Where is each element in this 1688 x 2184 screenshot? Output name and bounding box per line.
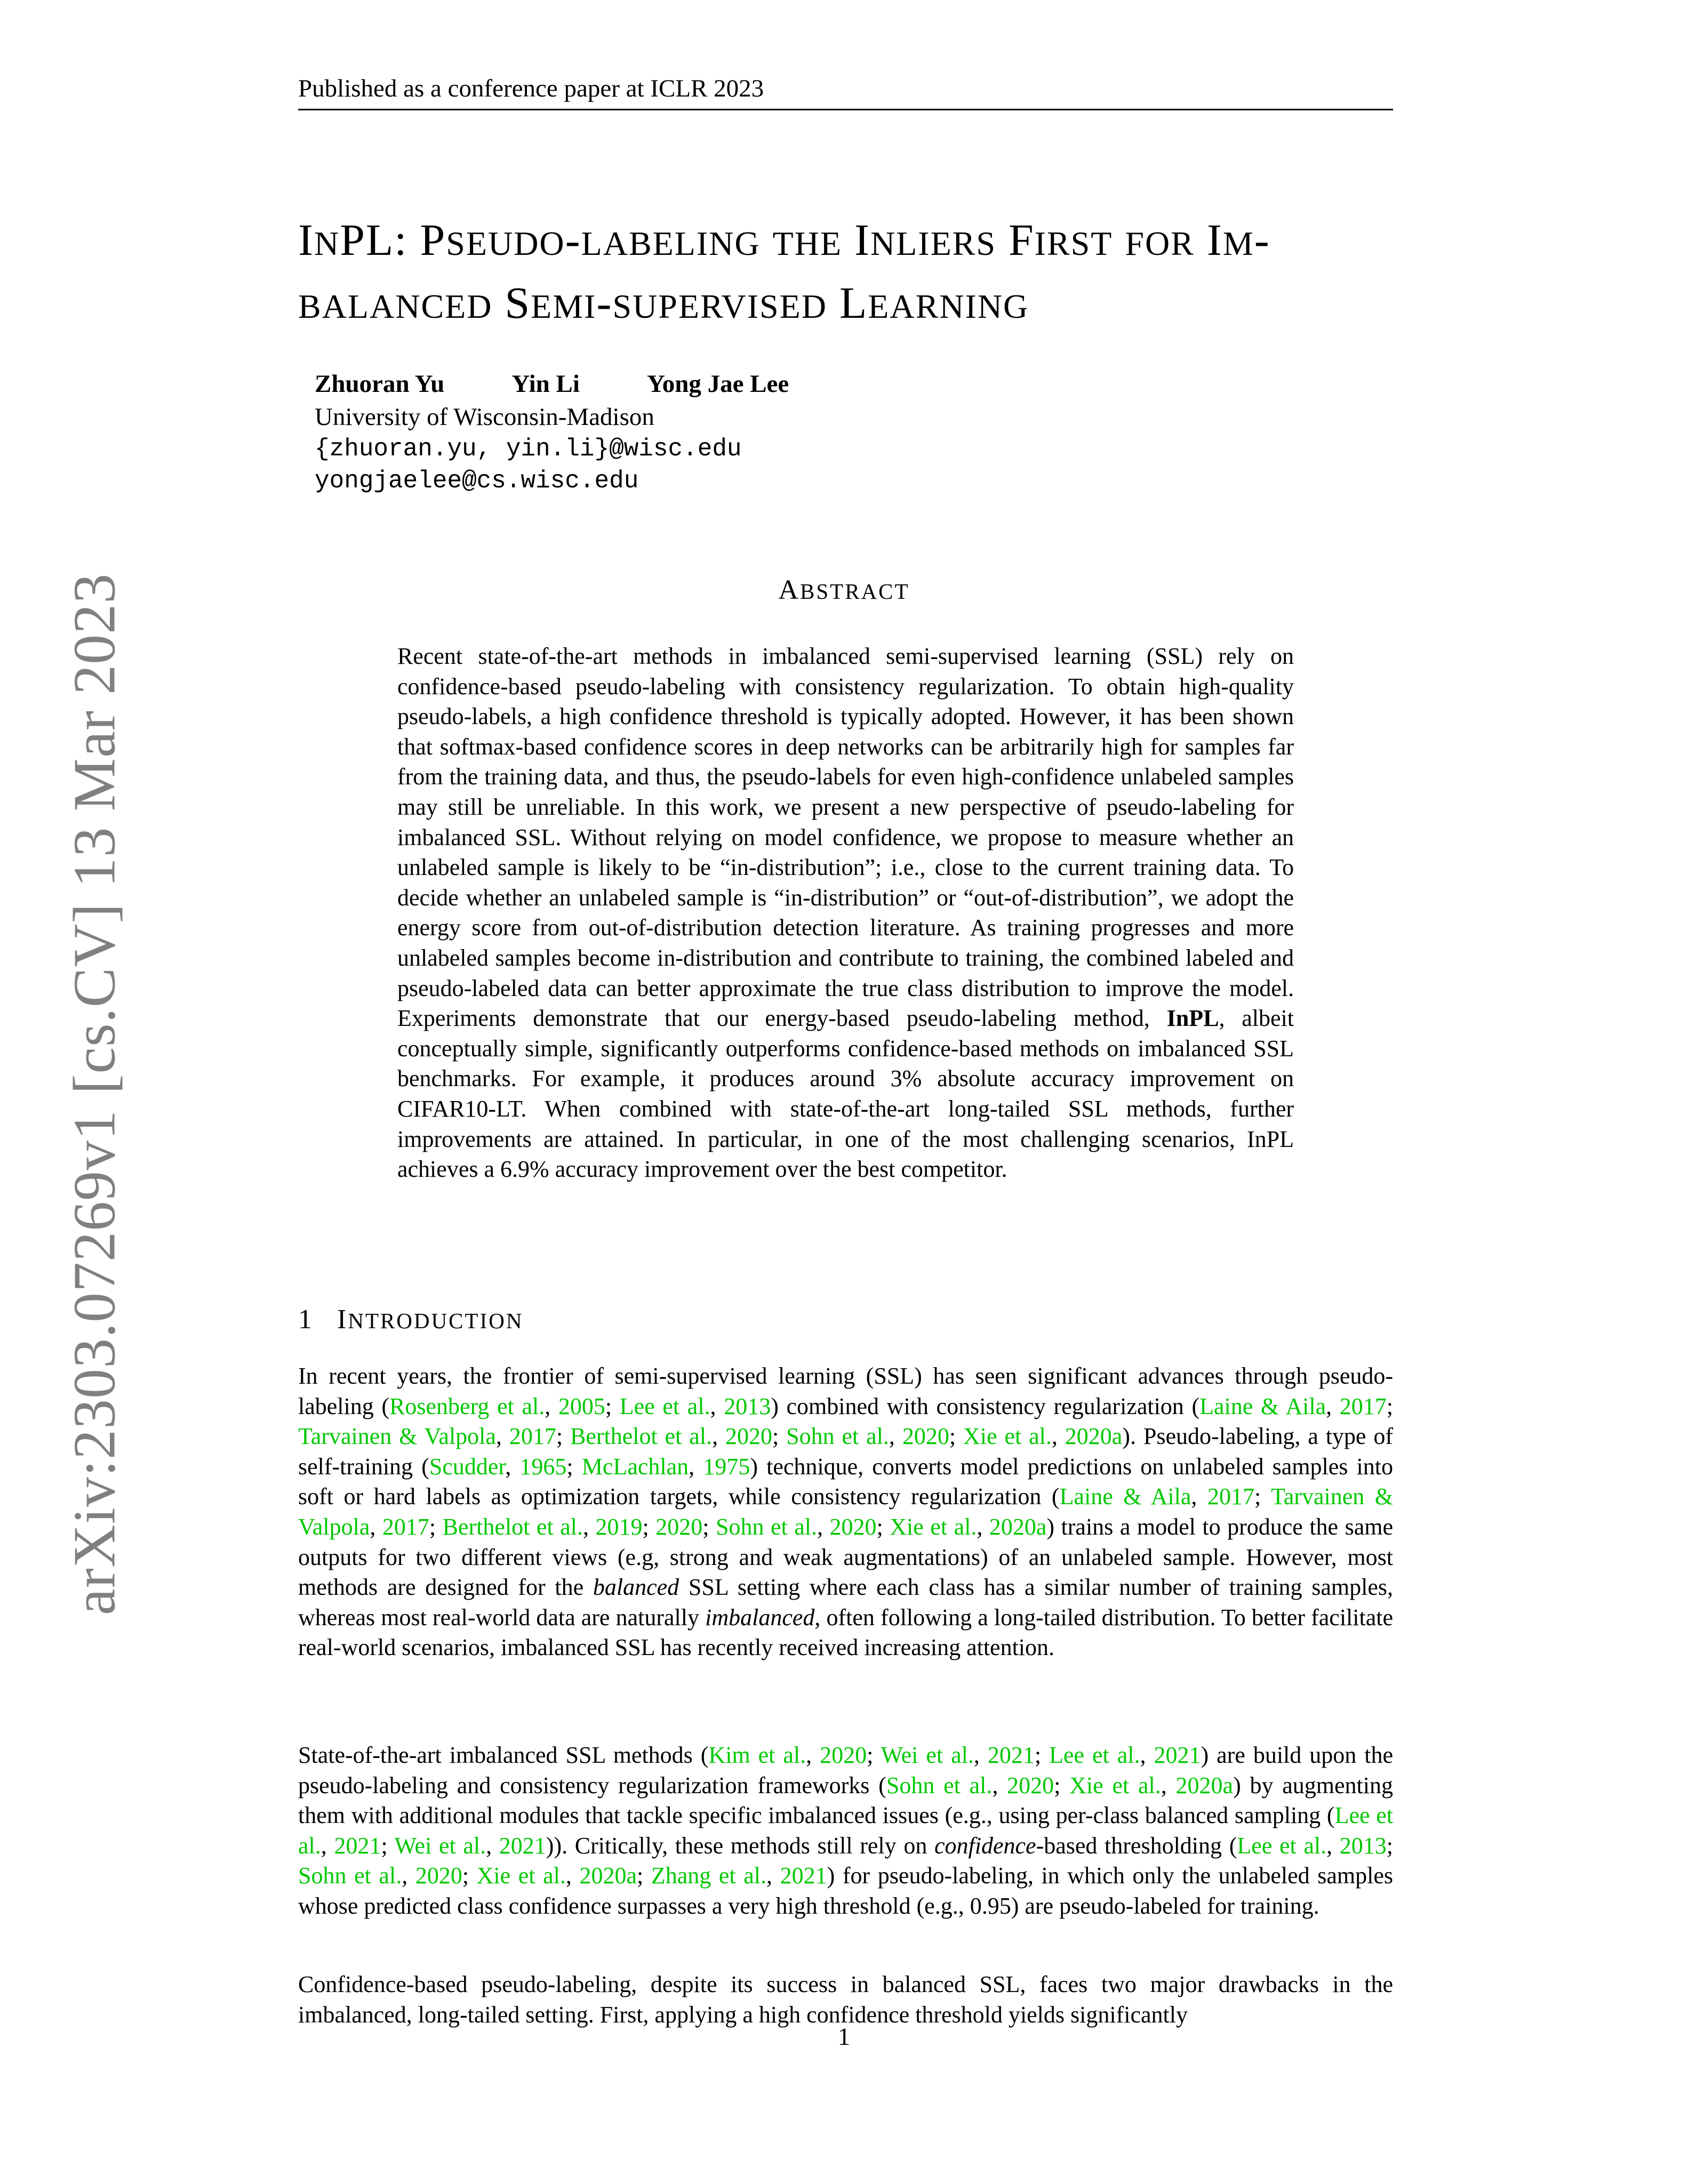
citation-link[interactable]: Zhang et al.: [651, 1862, 767, 1889]
citation-link[interactable]: 2021: [334, 1832, 381, 1859]
abstract-part: , albeit conceptually simple, significantly outperforms confidence-based methods on imbalanced SSL benchmarks. For example, it produces around 3% absolute accuracy improvement on CIFAR10-LT. When combined with state-of-the-art long-tailed SSL methods, further improvements are attained. In particular, in one of the most challenging scenarios, InPL achieves a 6.9% accuracy improvement over the best competitor.: [397, 1005, 1294, 1183]
abstract-text: [397, 641, 1294, 1185]
citation-link[interactable]: Wei et al.: [394, 1832, 486, 1859]
citation-link[interactable]: McLachlan: [581, 1453, 689, 1480]
citation-link[interactable]: 2020a: [579, 1862, 637, 1889]
intro-paragraph: State-of-the-art imbalanced SSL methods (Kim et al., 2020; Wei et al., 2021; Lee et al., 2021) are build upon the pseudo-labeling and consistency regularization frameworks (Sohn et al., 2020; Xie et al., 2020a) by augmenting them with additional modules that tackle specific imbalanced issues (e.g., using per-class balanced sampling (Lee et al., 2021; Wei et al., 2021)). Critically, these methods still rely on confidence-based thresholding (Lee et al., 2013; Sohn et al., 2020; Xie et al., 2020a; Zhang et al., 2021) for pseudo-labeling, in which only the unlabeled samples whose predicted class confidence surpasses a very high threshold (e.g., 0.95) are pseudo-labeled for training.: [298, 1742, 1394, 1919]
title-line-1: INPL: PSEUDO-LABELING THE INLIERS FIRST FOR IM-: [298, 215, 1270, 265]
citation-link[interactable]: 2020: [902, 1423, 949, 1450]
citation-link[interactable]: Xie et al.: [963, 1423, 1052, 1450]
citation-link[interactable]: Sohn et al.: [298, 1862, 402, 1889]
author-name: Yong Jae Lee: [646, 370, 789, 398]
running-head: Published as a conference paper at ICLR 2023: [298, 73, 1393, 110]
citation-link[interactable]: 2020: [1007, 1772, 1054, 1798]
citation-link[interactable]: Lee et al.: [1049, 1742, 1140, 1768]
citation-link[interactable]: Laine & Aila: [1059, 1483, 1191, 1510]
section-number: 1: [298, 1304, 314, 1335]
citation-link[interactable]: 2020a: [989, 1513, 1047, 1540]
author-name: Yin Li: [511, 370, 580, 398]
citation-link[interactable]: Berthelot et al.: [570, 1423, 713, 1450]
affiliation: University of Wisconsin-Madison: [315, 403, 654, 431]
citation-link[interactable]: 2013: [1339, 1832, 1387, 1859]
citation-link[interactable]: Lee et al.: [619, 1393, 710, 1419]
citation-link[interactable]: Sohn et al.: [786, 1423, 889, 1450]
citation-link[interactable]: 1965: [519, 1453, 567, 1480]
citation-link[interactable]: 2017: [1207, 1483, 1254, 1510]
citation-link[interactable]: 2021: [499, 1832, 546, 1859]
intro-paragraph: In recent years, the frontier of semi-supervised learning (SSL) has seen significant advances through pseudo-labeling (Rosenberg et al., 2005; Lee et al., 2013) combined with consistency regularization (Laine & Aila, 2017; Tarvainen & Valpola, 2017; Berthelot et al., 2020; Sohn et al., 2020; Xie et al., 2020a). Pseudo-labeling, a type of self-training (Scudder, 1965; McLachlan, 1975) technique, converts model predictions on unlabeled samples into soft or hard labels as optimization targets, while consistency regularization (Laine & Aila, 2017; Tarvainen & Valpola, 2017; Berthelot et al., 2019; 2020; Sohn et al., 2020; Xie et al., 2020a) trains a model to produce the same outputs for two different views (e.g, strong and weak augmentations) of an unlabeled sample. However, most methods are designed for the balanced SSL setting where each class has a similar number of training samples, whereas most real-world data are naturally imbalanced, often following a long-tailed distribution. To better facilitate real-world scenarios, imbalanced SSL has recently received increasing attention.: [298, 1363, 1394, 1661]
citation-link[interactable]: Tarvainen & Valpola: [298, 1483, 1394, 1540]
citation-link[interactable]: 2021: [987, 1742, 1035, 1768]
citation-link[interactable]: 2019: [595, 1513, 643, 1540]
emphasis: balanced: [593, 1574, 679, 1601]
citation-link[interactable]: Xie et al.: [476, 1862, 566, 1889]
citation-link[interactable]: 2013: [724, 1393, 771, 1419]
citation-link[interactable]: Xie et al.: [1069, 1772, 1161, 1798]
method-name: InPL: [1166, 1005, 1219, 1032]
section-title: INTRODUCTION: [337, 1304, 524, 1335]
page-number: 1: [837, 2023, 851, 2051]
arxiv-stamp: arXiv:2303.07269v1 [cs.CV] 13 Mar 2023: [61, 573, 128, 1616]
citation-link[interactable]: Wei et al.: [881, 1742, 974, 1768]
citation-link[interactable]: 2017: [509, 1423, 556, 1450]
citation-link[interactable]: Berthelot et al.: [442, 1513, 583, 1540]
citation-link[interactable]: Kim et al.: [708, 1742, 806, 1768]
citation-link[interactable]: 2020a: [1065, 1423, 1123, 1450]
citation-link[interactable]: 2020: [725, 1423, 772, 1450]
citation-link[interactable]: Lee et al.: [298, 1802, 1393, 1859]
citation-link[interactable]: 2020: [820, 1742, 867, 1768]
title-line-2: BALANCED SEMI-SUPERVISED LEARNING: [298, 278, 1029, 328]
citation-link[interactable]: Sohn et al.: [886, 1772, 993, 1798]
citation-link[interactable]: Laine & Aila: [1199, 1393, 1326, 1419]
email-address: yongjaelee@cs.wisc.edu: [315, 467, 639, 495]
citation-link[interactable]: 2005: [558, 1393, 605, 1419]
citation-link[interactable]: 2021: [780, 1862, 827, 1889]
section-heading: [298, 1301, 523, 1339]
citation-link[interactable]: Rosenberg et al.: [389, 1393, 545, 1419]
email-address: {zhuoran.yu, yin.li}@wisc.edu: [315, 435, 742, 463]
citation-link[interactable]: 2017: [382, 1513, 429, 1540]
citation-link[interactable]: Lee et al.: [1237, 1832, 1327, 1859]
citation-link[interactable]: 2020: [829, 1513, 877, 1540]
citation-link[interactable]: 1975: [703, 1453, 750, 1480]
intro-paragraph: Confidence-based pseudo-labeling, despite its success in balanced SSL, faces two major drawbacks in the imbalanced, long-tailed setting. First, applying a high confidence threshold yields significantly: [298, 1971, 1393, 2028]
citation-link[interactable]: Sohn et al.: [715, 1513, 817, 1540]
author-list: [315, 368, 856, 400]
emphasis: imbalanced: [705, 1604, 815, 1631]
author-name: Zhuoran Yu: [315, 370, 445, 398]
citation-link[interactable]: 2020: [415, 1862, 462, 1889]
citation-link[interactable]: Tarvainen & Valpola: [298, 1423, 496, 1450]
citation-link[interactable]: 2017: [1339, 1393, 1387, 1419]
emphasis: confidence: [934, 1832, 1036, 1859]
citation-link[interactable]: Scudder: [429, 1453, 506, 1480]
citation-link[interactable]: 2021: [1154, 1742, 1201, 1768]
abstract-heading: ABSTRACT: [778, 575, 910, 605]
citation-link[interactable]: 2020: [655, 1513, 703, 1540]
citation-link[interactable]: Xie et al.: [890, 1513, 977, 1540]
paper-title: [298, 211, 1418, 336]
citation-link[interactable]: 2020a: [1175, 1772, 1234, 1798]
abstract-part: Recent state-of-the-art methods in imbalanced semi-supervised learning (SSL) rely on confidence-based pseudo-labeling with consistency regularization. To obtain high-quality pseudo-labels, a high confidence threshold is typically adopted. However, it has been shown that softmax-based confidence scores in deep networks can be arbitrarily high for samples far from the training data, and thus, the pseudo-labels for even high-confidence unlabeled samples may still be unreliable. In this work, we present a new perspective of pseudo-labeling for imbalanced SSL. Without relying on model confidence, we propose to measure whether an unlabeled sample is likely to be “in-distribution”; i.e., close to the current training data. To decide whether an unlabeled sample is “in-distribution” or “out-of-distribution”, we adopt the energy score from out-of-distribution detection literature. As training progresses and more unlabeled samples become in-distribution and contribute to training, the combined labeled and pseudo-labeled data can better approximate the true class distribution to improve the model. Experiments demonstrate that our energy-based pseudo-labeling method,: [397, 643, 1294, 1032]
